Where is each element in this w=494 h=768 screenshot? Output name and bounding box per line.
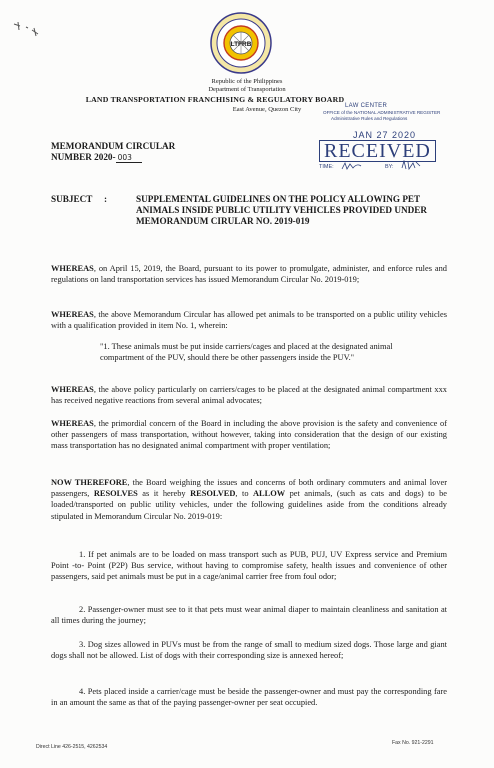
guideline-item-1: 1. If pet animals are to be loaded on mass transport such as PUB, PUJ, UV Express service and Premium Point -to- Point (P2P) Bus service, without having to compromise safety, health issues and convenience of other passengers, said pet animals must be put in a cage/animal carrier free from foul odor; xyxy=(51,550,447,582)
time-handwriting xyxy=(341,161,363,171)
memo-number-label: NUMBER 2020- xyxy=(51,152,116,162)
paragraph-now-therefore xyxy=(51,477,447,522)
allow-keyword: ALLOW xyxy=(252,489,286,499)
stamp-office: OFFICE of the NATIONAL ADMINISTRATIVE REGISTER xyxy=(323,110,441,115)
signature xyxy=(401,160,421,170)
subject-label: SUBJECT xyxy=(51,194,93,204)
memo-number-line xyxy=(51,152,142,162)
stamp-date: JAN 27 2020 xyxy=(353,130,417,140)
paragraph-text: , the above policy particularly on carriers/cages to be placed at the designated animal compartment xxx has received negative reactions from several animal advocates; xyxy=(51,385,447,406)
subject-text: SUPPLEMENTAL GUIDELINES ON THE POLICY ALLOWING PET ANIMALS INSIDE PUBLIC UTILITY VEHICLES PROVIDED UNDER MEMORANDUM CIRULAR NO. 2019-019 xyxy=(136,194,427,227)
stamp-by-label: BY: xyxy=(385,164,394,170)
paragraph-lead: WHEREAS xyxy=(51,310,94,319)
paragraph-text: , the above Memorandum Circular has allowed pet animals to be transported on a public utility vehicles with a qualification provided in item No. 1, wherein: xyxy=(51,310,447,331)
memo-number: 003 xyxy=(116,153,142,163)
subject-colon: : xyxy=(104,194,108,204)
paragraph-whereas-1 xyxy=(51,263,447,285)
paragraph-lead: WHEREAS xyxy=(51,264,94,273)
guideline-item-3: 3. Dog sizes allowed in PUVs must be from the range of small to medium sized dogs. Those large and giant dogs shall not be allowed. List of dogs with their corresponding size is annexed hereof; xyxy=(51,640,447,661)
paragraph-text: , to xyxy=(235,489,253,499)
paragraph-text: as it hereby xyxy=(137,489,191,499)
guideline-item-2: 2. Passenger-owner must see to it that pets must wear animal diaper to maintain cleanliness and sanitation at all times during the journey; xyxy=(51,605,447,626)
republic-line: Republic of the Philippines xyxy=(211,78,283,85)
quoted-provision: "1. These animals must be put inside carriers/cages and placed at the designated animal compartment of the PUV, should there be other passengers inside the PUV." xyxy=(100,342,393,363)
department-line: Department of Transportation xyxy=(208,86,286,93)
seal-label: LTFRB xyxy=(230,41,252,48)
resolved-keyword: RESOLVED xyxy=(190,489,236,499)
handwritten-mark xyxy=(10,18,44,52)
stamp-received: RECEIVED xyxy=(319,140,436,162)
memo-title: MEMORANDUM CIRCULAR xyxy=(51,141,176,151)
paragraph-lead: NOW THEREFORE xyxy=(51,478,128,487)
received-stamp xyxy=(313,102,443,176)
agency-address: East Avenue, Quezon City xyxy=(232,106,302,113)
paragraph-lead: WHEREAS xyxy=(51,385,94,394)
stamp-time-label: TIME: xyxy=(319,164,334,170)
guideline-item-4: 4. Pets placed inside a carrier/cage must be beside the passenger-owner and must pay the corresponding fare in an amount the same as that of the paying passenger-owner per seat occupied. xyxy=(51,687,447,708)
paragraph-text: pet animals, (such as cats and dogs) to be loaded/transported on public utility vehicles, under the following guidelines aside from the conditions already stipulated in Memorandum Circular No. 2019-019: xyxy=(51,489,448,521)
stamp-title: LAW CENTER xyxy=(345,103,388,109)
ltfrb-seal-logo xyxy=(210,12,272,74)
footer-direct-line: Direct Line 426-2515, 4262534 xyxy=(36,744,108,750)
agency-name: LAND TRANSPORTATION FRANCHISING & REGULATORY BOARD xyxy=(85,95,345,104)
resolves-keyword: RESOLVES xyxy=(93,489,138,499)
footer-fax: Fax No. 921-2291 xyxy=(392,740,434,746)
paragraph-whereas-3 xyxy=(51,384,447,406)
paragraph-text: , on April 15, 2019, the Board, pursuant to its power to promulgate, administer, and enforce rules and regulations on land transportation services has issued Memorandum Circular No. 2019-019; xyxy=(51,264,447,285)
paragraph-whereas-2 xyxy=(51,309,447,331)
paragraph-lead: WHEREAS xyxy=(51,419,94,428)
paragraph-text: , the Board weighing the issues and concerns of both ordinary commuters and animal lover passengers, xyxy=(51,478,447,499)
paragraph-text: , the primordial concern of the Board in including the above provision is the safety and convenience of other passengers of mass transportation, without however, taking into consideration that the design of our existing mass transportation has no designated animal compartment with proper ventilation; xyxy=(51,419,447,451)
paragraph-whereas-4 xyxy=(51,418,447,452)
stamp-subtitle: Administrative Rules and Regulations xyxy=(331,116,408,121)
